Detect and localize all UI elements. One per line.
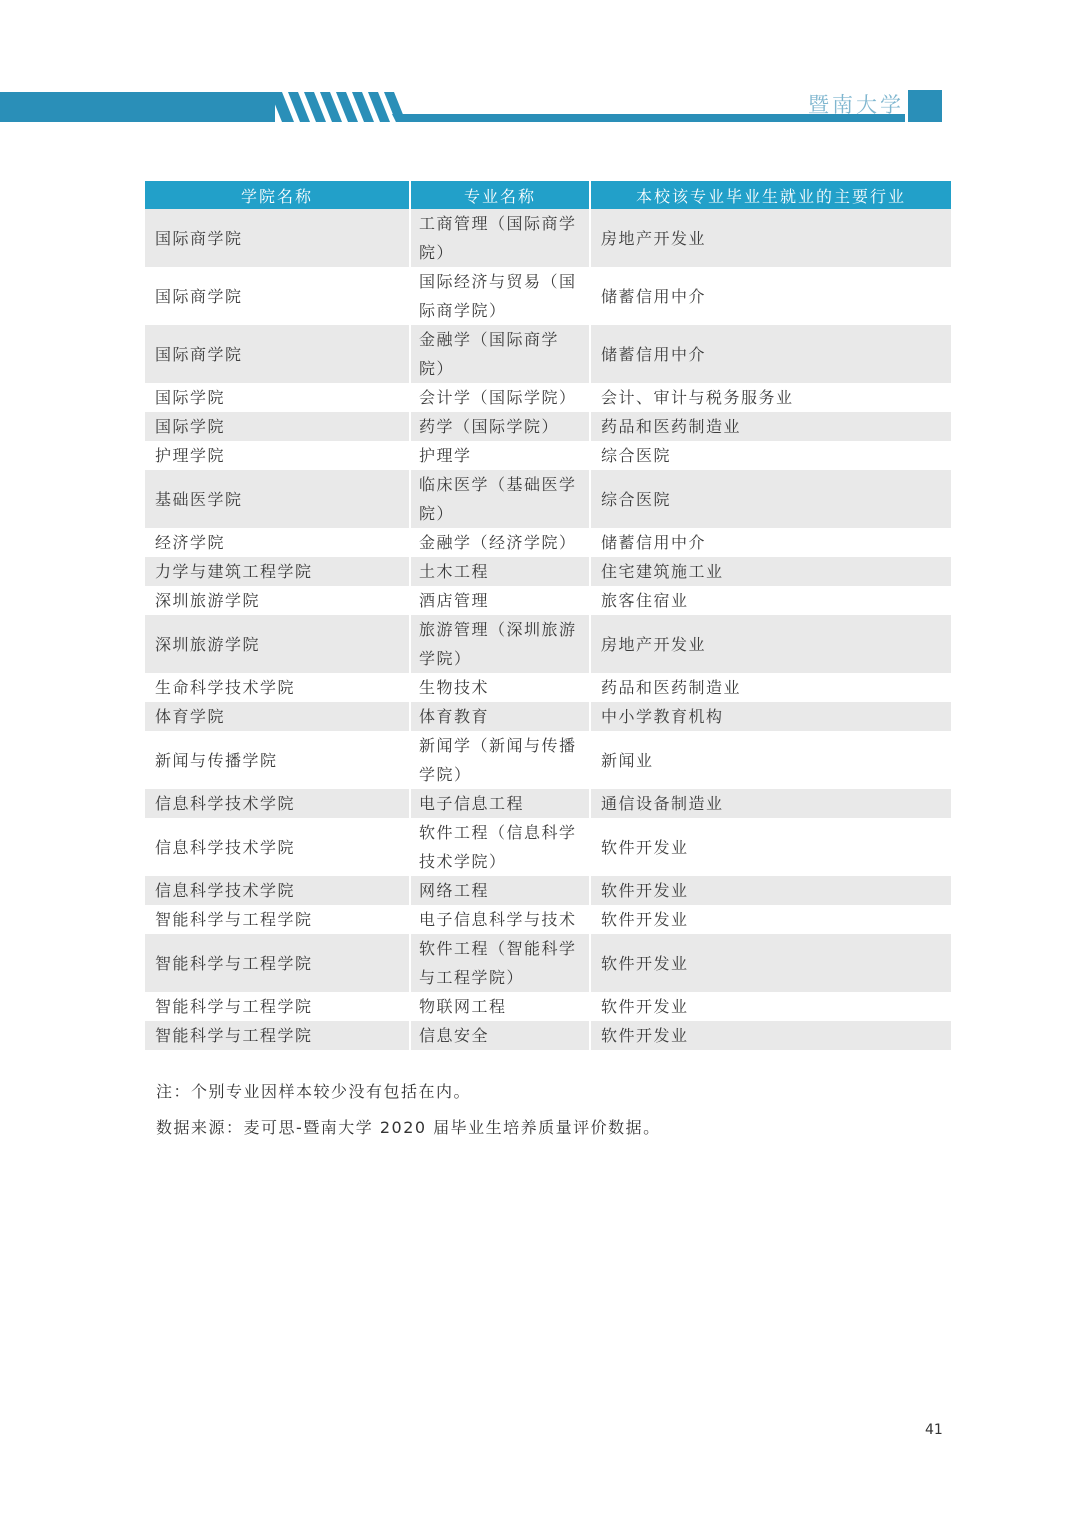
major-cell: 电子信息工程 [411,789,591,818]
table-row [145,528,951,557]
industry-cell: 药品和医药制造业 [591,412,951,441]
major-cell: 信息安全 [411,1021,591,1050]
industry-cell: 综合医院 [591,470,951,528]
college-cell: 信息科学技术学院 [145,818,411,876]
table-row [145,1021,951,1050]
industry-cell: 软件开发业 [601,997,689,1016]
table-row [145,992,951,1021]
major-cell: 软件工程（智能科学与工程学院） [411,934,591,992]
major-cell: 会计学（国际学院） [411,383,591,412]
college-cell: 深圳旅游学院 [145,615,411,673]
college-cell: 智能科学与工程学院 [145,992,411,1021]
college-cell: 国际商学院 [145,325,411,383]
industry-cell: 软件开发业 [591,876,951,905]
table-row [145,789,951,818]
industry-cell: 综合医院 [601,446,672,465]
major-cell: 土木工程 [411,557,591,586]
college-cell: 信息科学技术学院 [145,876,411,905]
industry-cell: 房地产开发业 [591,615,951,673]
industry-cell: 房地产开发业 [591,209,951,267]
table-row [145,586,951,615]
industry-cell: 住宅建筑施工业 [591,557,951,586]
industry-cell: 储蓄信用中介 [601,286,707,306]
industry-cell: 软件开发业 [601,910,689,929]
industry-cell: 储蓄信用中介 [591,325,951,383]
major-cell: 生物技术 [411,673,591,702]
page-number: 41 [925,1422,943,1438]
college-cell: 新闻与传播学院 [145,731,411,789]
major-cell: 国际经济与贸易（国际商学院） [411,267,591,325]
table-notes [156,1081,661,1153]
major-cell: 金融学（国际商学院） [411,325,591,383]
major-cell: 体育教育 [411,702,591,731]
industry-cell: 软件开发业 [591,1021,951,1050]
college-cell: 智能科学与工程学院 [145,1021,411,1050]
source-text: 数据来源：麦可思-暨南大学 2020 届毕业生培养质量评价数据。 [156,1118,661,1137]
industry-cell: 新闻业 [601,750,654,770]
major-cell: 工商管理（国际商学院） [411,209,591,267]
industry-cell: 储蓄信用中介 [601,533,707,552]
table-row [145,383,951,412]
table-row [145,702,951,731]
table-row [145,818,951,876]
header-band [0,90,1080,126]
college-cell: 生命科学技术学院 [145,673,411,702]
college-cell: 国际商学院 [145,209,411,267]
major-cell: 软件工程（信息科学技术学院） [411,818,591,876]
table-row [145,267,951,325]
major-cell: 临床医学（基础医学院） [411,470,591,528]
college-cell: 信息科学技术学院 [145,789,411,818]
industry-table [145,181,951,1050]
table-row [145,876,951,905]
college-cell: 国际学院 [145,383,411,412]
college-cell: 经济学院 [145,528,411,557]
column-header-industry: 本校该专业毕业生就业的主要行业 [591,181,951,209]
industry-cell: 药品和医药制造业 [601,678,742,697]
table-row [145,673,951,702]
college-cell: 深圳旅游学院 [145,586,411,615]
table-row [145,325,951,383]
industry-cell: 软件开发业 [601,837,689,857]
table-row [145,470,951,528]
college-cell: 国际商学院 [145,267,411,325]
college-cell: 力学与建筑工程学院 [145,557,411,586]
major-cell: 新闻学（新闻与传播学院） [411,731,591,789]
industry-cell: 会计、审计与税务服务业 [601,388,794,407]
college-cell: 智能科学与工程学院 [145,905,411,934]
college-cell: 国际学院 [145,412,411,441]
major-cell: 物联网工程 [411,992,591,1021]
table-row [145,412,951,441]
table-row [145,615,951,673]
college-cell: 体育学院 [145,702,411,731]
major-cell: 护理学 [411,441,591,470]
table-row [145,905,951,934]
table-row [145,209,951,267]
table-row [145,731,951,789]
college-cell: 护理学院 [145,441,411,470]
industry-cell: 旅客住宿业 [601,591,689,610]
college-cell: 基础医学院 [145,470,411,528]
college-cell: 智能科学与工程学院 [145,934,411,992]
industry-cell: 通信设备制造业 [591,789,951,818]
table-row [145,441,951,470]
header-title: 暨南大学 [808,93,904,117]
major-cell: 电子信息科学与技术 [411,905,591,934]
major-cell: 金融学（经济学院） [411,528,591,557]
table-header-row [145,181,951,209]
major-cell: 药学（国际学院） [411,412,591,441]
column-header-major: 专业名称 [411,181,591,209]
table-row [145,934,951,992]
industry-cell: 软件开发业 [591,934,951,992]
major-cell: 酒店管理 [411,586,591,615]
note-text: 注：个别专业因样本较少没有包括在内。 [156,1082,472,1101]
major-cell: 旅游管理（深圳旅游学院） [411,615,591,673]
industry-cell: 中小学教育机构 [591,702,951,731]
column-header-college: 学院名称 [145,181,411,209]
major-cell: 网络工程 [411,876,591,905]
table-row [145,557,951,586]
